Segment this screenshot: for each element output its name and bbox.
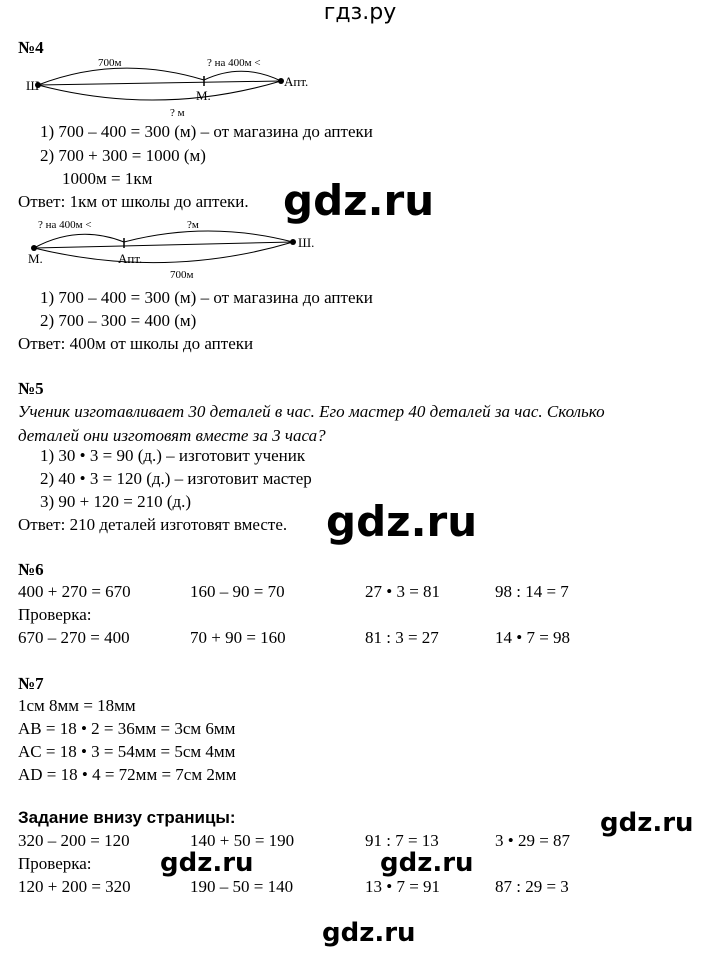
watermark: gdz.ru [326,497,478,546]
diagram2-label-right: ?м [187,219,199,231]
site-title: гдз.ру [323,0,397,25]
diagram2-segment [34,242,293,248]
bottom-row1-col4: 3 • 29 = 87 [495,831,571,850]
task5-answer: Ответ: 210 деталей изготовят вместе. [18,515,288,534]
task4-answer2: Ответ: 400м от школы до аптеки [18,334,254,353]
diagram1-label-top: 700м [98,57,122,69]
diagram1-point-a: Ш [26,78,40,93]
task4-diagram1 [0,52,340,122]
diagram2-label-left: ? на 400м < [38,219,92,231]
task7-line1: 1см 8мм = 18мм [18,696,136,715]
task6-check-label: Проверка: [18,605,92,624]
diagram1-segment [38,81,281,85]
task7-line3: AC = 18 • 3 = 54мм = 5см 4мм [18,742,236,761]
bottom-check-label: Проверка: [18,854,92,873]
diagram1-label-right: ? на 400м < [207,57,261,69]
task6-row1-col4: 98 : 14 = 7 [495,582,569,601]
task6-row2-col3: 81 : 3 = 27 [365,628,439,647]
task4-answer1: Ответ: 1км от школы до аптеки. [18,192,249,211]
diagram1-point-m: М. [196,88,211,103]
task6-row1-col1: 400 + 270 = 670 [18,582,131,601]
bottom-task-heading: Задание внизу страницы: [18,808,236,827]
task4-sol2-line1: 1) 700 – 400 = 300 (м) – от магазина до аптеки [40,288,373,307]
task7-line4: AD = 18 • 4 = 72мм = 7см 2мм [18,765,237,784]
task7-heading: №7 [18,674,44,693]
bottom-row2-col2: 190 – 50 = 140 [190,877,294,896]
task6-row1-col2: 160 – 90 = 70 [190,582,285,601]
diagram2-arc-top-right [124,231,293,242]
task4-sol1-line3: 1000м = 1км [62,169,153,188]
task5-problem-line1: Ученик изготавливает 30 деталей в час. Его мастер 40 деталей за час. Сколько [18,402,605,421]
bottom-row1-col3: 91 : 7 = 13 [365,831,439,850]
diagram2-label-bottom: 700м [170,269,194,281]
diagram2-point-sh: Ш. [298,235,315,250]
bottom-row1-col2: 140 + 50 = 190 [190,831,295,850]
task4-heading: №4 [18,38,44,57]
bottom-row2-col4: 87 : 29 = 3 [495,877,569,896]
task6-row2-col2: 70 + 90 = 160 [190,628,286,647]
task5-step3: 3) 90 + 120 = 210 (д.) [40,492,192,511]
diagram2-point-m: М. [28,251,43,266]
task6-row2-col4: 14 • 7 = 98 [495,628,571,647]
watermark: gdz.ru [380,848,474,878]
task5-problem-line2: деталей они изготовят вместе за 3 часа? [18,426,326,445]
diagram1-arc-top-right [204,71,281,81]
task5-heading: №5 [18,379,44,398]
diagram1-point-b: Апт. [284,74,309,89]
watermark: gdz.ru [322,918,416,948]
task4-sol1-line2: 2) 700 + 300 = 1000 (м) [40,146,206,165]
diagram1-arc-bottom [38,81,281,100]
diagram2-point-apt: Апт. [118,251,143,266]
task5-step2: 2) 40 • 3 = 120 (д.) – изготовит мастер [40,469,312,488]
watermark: gdz.ru [600,808,694,838]
diagram1-label-bottom: ? м [170,107,185,119]
bottom-row2-col1: 120 + 200 = 320 [18,877,131,896]
task5-step1: 1) 30 • 3 = 90 (д.) – изготовит ученик [40,446,306,465]
task6-row1-col3: 27 • 3 = 81 [365,582,441,601]
task7-line2: AB = 18 • 2 = 36мм = 3см 6мм [18,719,236,738]
task6-heading: №6 [18,560,44,579]
task4-sol1-line1: 1) 700 – 400 = 300 (м) – от магазина до аптеки [40,122,373,141]
task4-sol2-line2: 2) 700 – 300 = 400 (м) [40,311,197,330]
task6-row2-col1: 670 – 270 = 400 [18,628,130,647]
watermark: gdz.ru [283,176,435,225]
bottom-row1-col1: 320 – 200 = 120 [18,831,130,850]
diagram2-point-sh-dot [290,239,296,245]
watermark: gdz.ru [160,848,254,878]
bottom-row2-col3: 13 • 7 = 91 [365,877,441,896]
